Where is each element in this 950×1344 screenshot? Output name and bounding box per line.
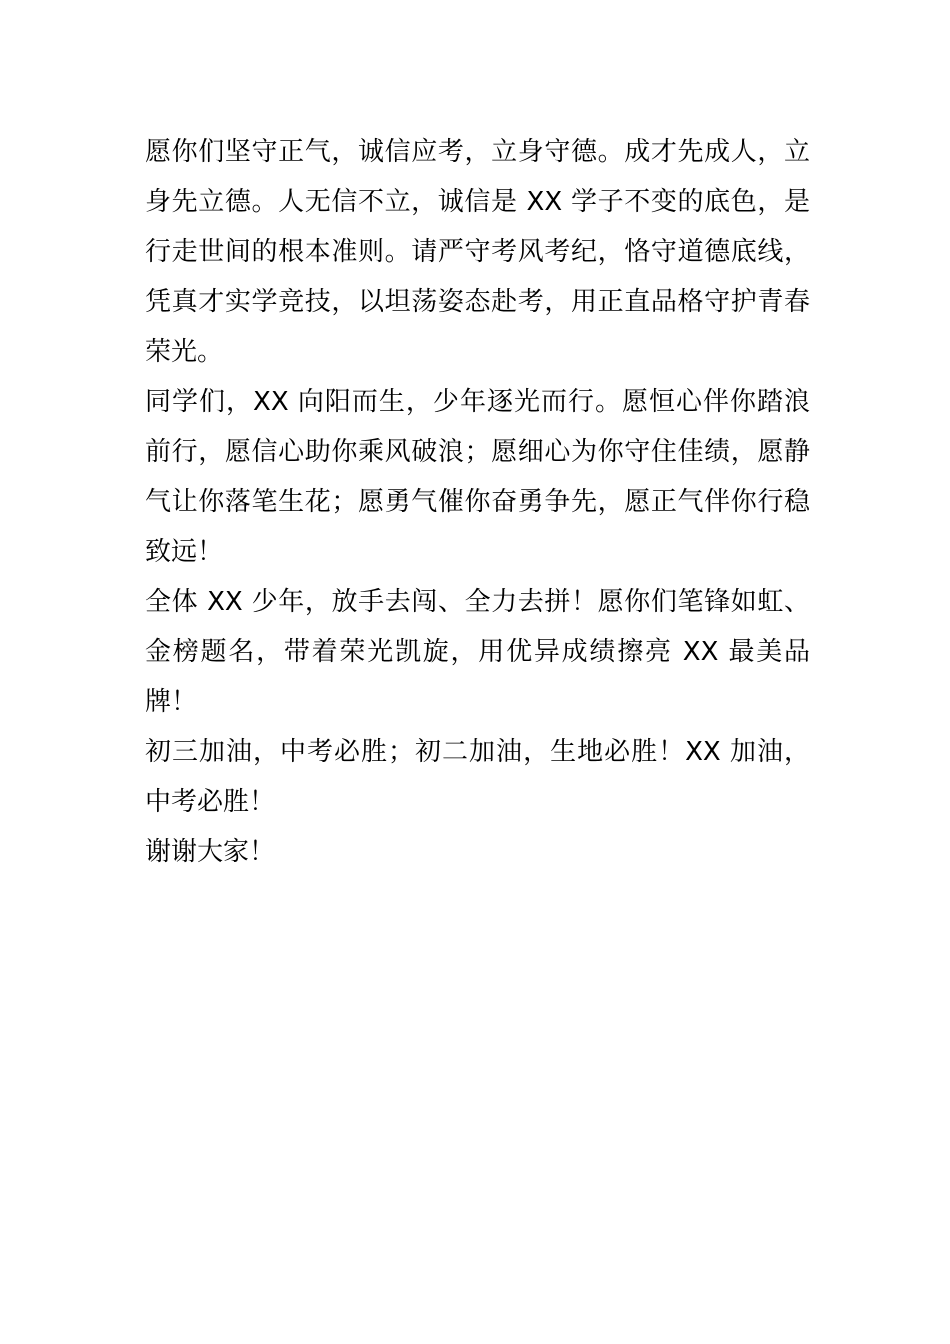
paragraph-encouragement: 全体 XX 少年，放手去闯、全力去拼！愿你们笔锋如虹、金榜题名，带着荣光凯旋，用优异成绩擦亮 XX 最美品牌！ bbox=[145, 587, 810, 717]
paragraph-cheer: 初三加油，中考必胜；初二加油，生地必胜！XX 加油，中考必胜！ bbox=[145, 737, 810, 817]
paragraph-wishes: 同学们，XX 向阳而生，少年逐光而行。愿恒心伴你踏浪前行，愿信心助你乘风破浪；愿细心为你守住佳绩，愿静气让你落笔生花；愿勇气催你奋勇争先，愿正气伴你行稳致远！ bbox=[145, 387, 810, 567]
document-body bbox=[145, 127, 810, 877]
paragraph-thanks: 谢谢大家！ bbox=[145, 837, 276, 867]
paragraph-integrity: 愿你们坚守正气，诚信应考，立身守德。成才先成人，立身先立德。人无信不立，诚信是 XX 学子不变的底色，是行走世间的根本准则。请严守考风考纪，恪守道德底线，凭真才实学竞技，以坦荡姿态赴考，用正直品格守护青春荣光。 bbox=[145, 137, 810, 367]
